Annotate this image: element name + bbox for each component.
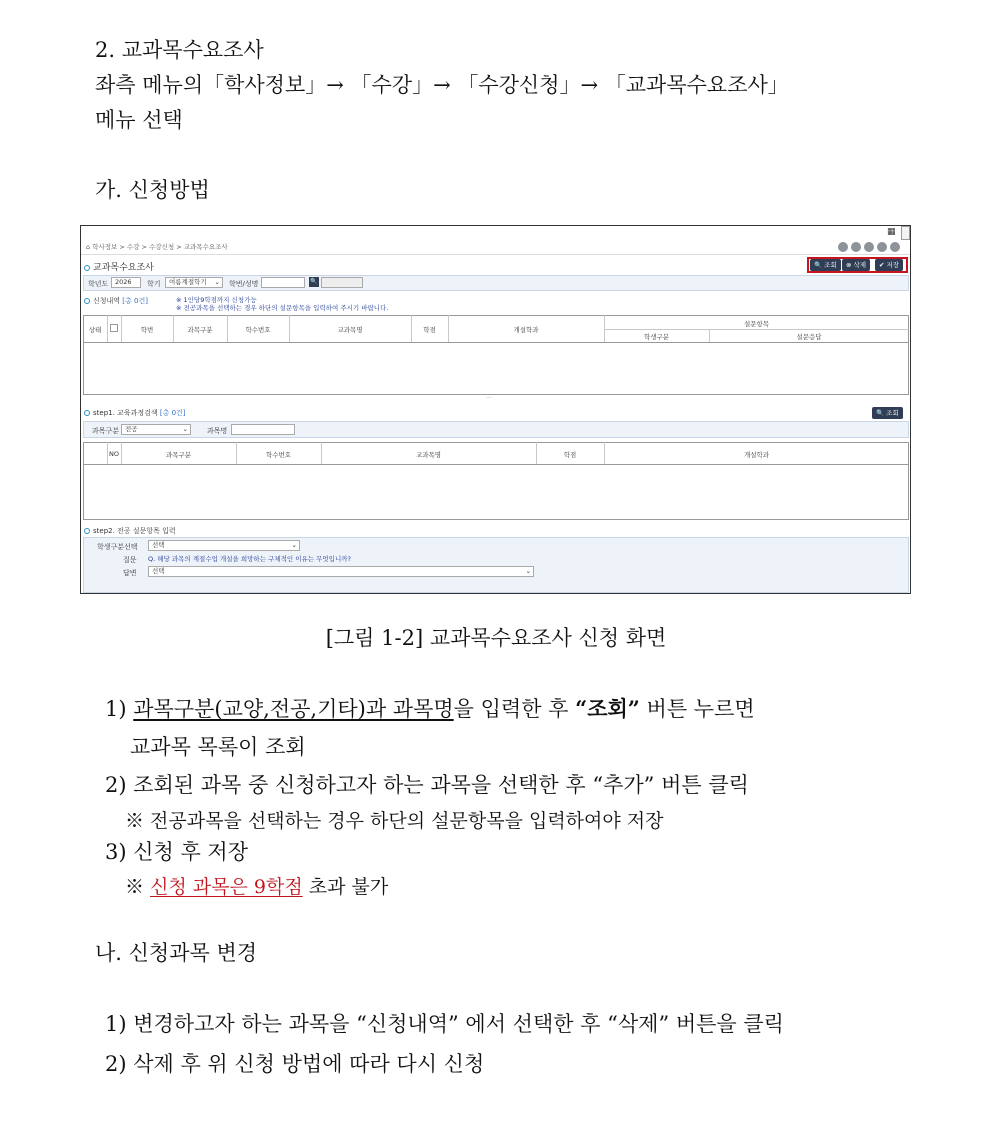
col-student-id: 학번 [140,326,154,334]
student-type-select[interactable]: 선택 ⌄ [148,540,300,551]
name-input[interactable] [321,277,363,288]
figure-caption: [그림 1-2] 교과목수요조사 신청 화면 [325,626,667,650]
close-icon[interactable] [890,242,900,252]
step-3: 3) 신청 후 저장 [105,840,249,864]
col-credits: 학점 [423,326,436,334]
col-subject-type: 과목구분 [165,451,192,459]
subsection-heading-a: 가. 신청방법 [95,178,210,202]
answer-select[interactable]: 선택 ⌄ [148,566,534,577]
home-icon: ⌂ [86,243,91,251]
circle-icon[interactable] [838,242,848,252]
col-credits: 학점 [563,451,577,459]
note-credit-limit: ※ 1인당9학점까지 신청가능 [176,296,257,304]
note-survey: ※ 전공과목을 선택하는 경우 하단의 설문항목을 입력하여 주시기 바랍니다. [176,304,389,312]
col-status: 상태 [88,326,102,334]
delete-button[interactable]: ⊗ 삭제 [842,259,870,271]
course-name-input[interactable] [231,424,295,435]
section-heading: 2. 교과목수요조사 [95,38,264,62]
info-icon[interactable] [864,242,874,252]
col-department: 개설학과 [743,451,770,459]
step-1-cont: 교과목 목록이 조회 [130,735,306,759]
subject-type-label: 과목구분 [92,427,120,435]
bullet-icon [84,528,90,534]
title-bullet-icon [84,265,90,271]
col-subject-type: 과목구분 [187,326,213,334]
subject-type-select[interactable]: 전공 ⌄ [121,424,191,435]
student-label: 학번/성명 [229,280,259,288]
col-course-name: 교과목명 [337,326,363,334]
screenshot-figure [80,225,911,594]
select-all-checkbox[interactable] [110,324,118,332]
edit-icon[interactable] [851,242,861,252]
breadcrumb: ⌂ 학사정보 > 수강 > 수강신청 > 교과목수요조사 [86,243,228,251]
step-1: 1) 과목구분(교양,전공,기타)과 과목명을 입력한 후 “조회” 버튼 누르면 [105,696,755,721]
search-icon[interactable]: 🔍 [310,278,318,285]
step-3-note: ※ 신청 과목은 9학점 초과 불가 [125,876,389,898]
step1-label: step1. 교육과정검색 [총 0건] [84,408,186,418]
resize-handle[interactable]: ··· [486,395,492,402]
step-2-note: ※ 전공과목을 선택하는 경우 하단의 설문항목을 입력하여야 저장 [125,810,664,832]
chevron-down-icon: ⌄ [291,541,297,549]
col-course-name: 교과목명 [415,451,442,459]
nav-instruction: 좌측 메뉴의「학사정보」→ 「수강」→ 「수강신청」→ 「교과목수요조사」 [95,73,789,97]
search-button[interactable]: 🔍 조회 [810,259,841,271]
change-step-2: 2) 삭제 후 위 신청 방법에 따라 다시 신청 [105,1052,485,1076]
subsection-heading-b: 나. 신청과목 변경 [95,941,258,965]
scrollbar[interactable] [901,226,910,240]
applied-section-label: 신청내역 [총 0건] [84,296,148,306]
bullet-icon [84,298,90,304]
col-survey: 설문항목 [743,320,770,328]
help-icon[interactable] [877,242,887,252]
col-course-code: 학수번호 [245,326,271,334]
chevron-down-icon: ⌄ [214,278,220,286]
course-name-label: 과목명 [207,427,228,435]
grid-icon[interactable]: ▦ [887,227,896,237]
save-button[interactable]: ✔ 저장 [875,259,903,271]
nav-instruction-cont: 메뉴 선택 [95,108,183,132]
col-survey-answer: 설문응답 [796,333,822,341]
answer-label: 답변 [123,569,137,577]
term-select[interactable]: 여름계절학기 ⌄ [165,277,223,288]
col-student-type: 학생구분 [643,333,670,341]
term-label: 학기 [147,280,161,288]
col-no: NO [109,450,119,458]
question-text: Q. 해당 과목의 계절수업 개설을 희망하는 구체적인 이유는 무엇입니까? [148,555,351,563]
student-type-label: 학생구분선택 [97,543,138,551]
step2-label: step2. 전공 설문항목 입력 [84,526,176,536]
col-department: 개설학과 [513,326,539,334]
change-step-1: 1) 변경하고자 하는 과목을 “신청내역” 에서 선택한 후 “삭제” 버튼을 클릭 [105,1012,784,1036]
step-2: 2) 조회된 과목 중 신청하고자 하는 과목을 선택한 후 “추가” 버튼 클릭 [105,773,749,797]
col-course-code: 학수번호 [265,451,292,459]
page-title: 교과목수요조사 [84,260,154,273]
bullet-icon [84,410,90,416]
question-label: 질문 [123,556,137,564]
chevron-down-icon: ⌄ [525,567,531,575]
year-select[interactable]: 2026 [111,277,141,288]
year-label: 학년도 [88,280,109,288]
chevron-down-icon: ⌄ [182,425,188,433]
step1-search-button[interactable]: 🔍 조회 [872,407,903,419]
student-input[interactable] [261,277,305,288]
